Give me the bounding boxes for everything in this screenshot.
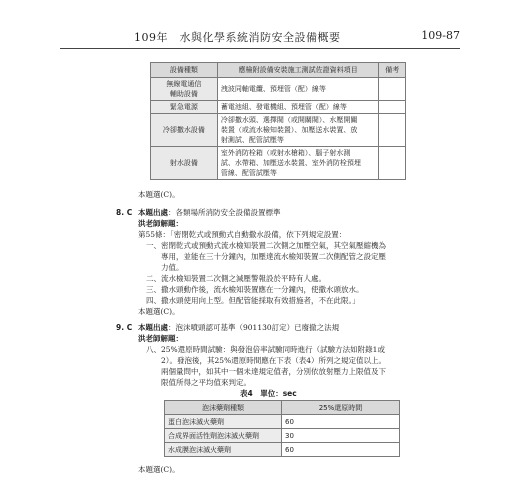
cell-line: 洩波同軸電纜、預埋管（配）線等	[220, 85, 326, 93]
cell-line: 室外消防栓箱（或射水槍箱）、腦子射水測	[220, 149, 351, 157]
table-row	[151, 101, 406, 114]
q9-source	[138, 322, 339, 333]
agent-type-cell: 水成膜泡沫滅火藥劑	[165, 443, 282, 457]
cell-line: 輔助設備	[169, 90, 198, 98]
restore-time-cell: 60	[282, 415, 400, 429]
table-header: 泡沫藥劑種類	[165, 401, 282, 415]
q9-line: 2）。發泡後，其25%還原時間應在下表（表4）所列之規定值以上。	[146, 356, 386, 365]
table-header: 應檢附設備安裝施工測試佐證資料項目	[217, 63, 379, 78]
page-number: 109-87	[421, 29, 460, 42]
q9-number-answer	[116, 322, 132, 333]
cell-line: 緊急電源	[169, 103, 198, 111]
q8-line: 四、撒水頭使用向上型。但配管能採取有效措施者，不在此限。」	[146, 296, 360, 305]
q8-number-answer	[116, 207, 132, 218]
source-label: 本題出處	[138, 208, 168, 217]
table-row	[151, 147, 406, 180]
table-header: 25%還原時間	[282, 401, 400, 415]
q8-line: 二、流水檢知裝置二次側之減壓警報設於平時有人處。	[146, 274, 326, 283]
cell-line: 管線、配管試壓等	[220, 169, 277, 177]
evidence-cell	[217, 101, 379, 114]
agent-type-cell: 蛋白泡沫滅火藥劑	[165, 415, 282, 429]
q9-line: 限值所得之平均值來判定。	[146, 378, 251, 387]
equipment-name-cell	[151, 101, 218, 114]
q8-line: 專用，並能在三十分鐘內，加壓達流水檢知裝置二次側配管之設定壓	[146, 252, 386, 261]
equipment-name-cell	[151, 114, 218, 147]
table-header: 設備種類	[151, 63, 218, 78]
running-header	[60, 26, 460, 49]
table-header-row	[151, 63, 406, 78]
note-cell	[379, 114, 406, 147]
agent-type-cell: 合成界面活性劑泡沫滅火藥劑	[165, 429, 282, 443]
table-row	[151, 114, 406, 147]
q7-answer: 本題選(C)。	[138, 190, 180, 199]
cell-line: 冷卻撒水設備	[162, 126, 205, 134]
q8-line: 力值。	[146, 263, 184, 272]
q8-source	[138, 207, 281, 218]
cell-line: 裝置（或流水檢知裝置）、加壓送水裝置、放	[220, 126, 358, 134]
cell-line: 蓄電池組、發電機組、預埋管（配）線等	[220, 103, 347, 111]
q9-line: 兩個量問中，如其中一個未達規定值者，分別依放射壓力上限值及下	[146, 367, 386, 376]
table-row	[165, 429, 400, 443]
q8-explain-label: 洪老師解題：	[138, 219, 183, 228]
equipment-name-cell	[151, 78, 218, 101]
table-header: 備考	[379, 63, 406, 78]
cell-line: 射測試、配管試壓等	[220, 136, 284, 144]
table-row	[165, 415, 400, 429]
evidence-cell	[217, 114, 379, 147]
equipment-name-cell	[151, 147, 218, 180]
question-number: 9.	[116, 323, 125, 332]
note-cell	[379, 78, 406, 101]
cell-line: 試、水帶箱、加壓送水裝置、室外消防栓預埋	[220, 159, 361, 167]
q9-line: 八、25%還原時間試驗：與發泡倍率試驗同時進行（試驗方法如附錄1或	[146, 345, 385, 354]
note-cell	[379, 101, 406, 114]
table-row	[151, 78, 406, 101]
foam-restore-table	[164, 400, 400, 457]
table-header-row	[165, 401, 400, 415]
note-cell	[379, 147, 406, 180]
cell-line: 冷卻撒水頭、選擇閥（或開關閥）、水壓開關	[220, 116, 358, 124]
q9-explain-label: 洪老師解題：	[138, 334, 183, 343]
q8-line: 一、密閉乾式或預動式流水檢知裝置二次側之加壓空氣，其空氣壓縮機為	[146, 241, 386, 250]
source-label: 本題出處	[138, 323, 168, 332]
q8-conclusion: 本題選(C)。	[138, 307, 180, 316]
cell-line: 無線電通信	[166, 80, 202, 88]
q8-line: 三、撒水頭動作後，流水檢知裝置應在一分鐘內，使撒水頭放水。	[146, 285, 364, 294]
evidence-cell	[217, 78, 379, 101]
answer-letter: C	[126, 208, 133, 217]
source-text: ：泡沫噴頭認可基準（901130訂定）已廢撤之法規	[168, 323, 340, 332]
answer-letter: C	[126, 323, 133, 332]
source-text: ：各類場所消防安全設備設置標準	[168, 208, 281, 217]
q8-line: 第55條：「密閉乾式或預動式自動撒水設備，依下列規定設置：	[138, 230, 347, 239]
evidence-cell	[217, 147, 379, 180]
restore-time-cell: 30	[282, 429, 400, 443]
q9-conclusion: 本題選(C)。	[138, 465, 180, 474]
question-number: 8.	[116, 208, 125, 217]
table-row	[165, 443, 400, 457]
header-title: 109年 水與化學系統消防安全設備概要	[134, 31, 341, 44]
table-caption: 表4 單位：sec	[240, 389, 297, 398]
cell-line: 射水設備	[169, 159, 198, 167]
equipment-table	[150, 62, 406, 180]
restore-time-cell: 60	[282, 443, 400, 457]
